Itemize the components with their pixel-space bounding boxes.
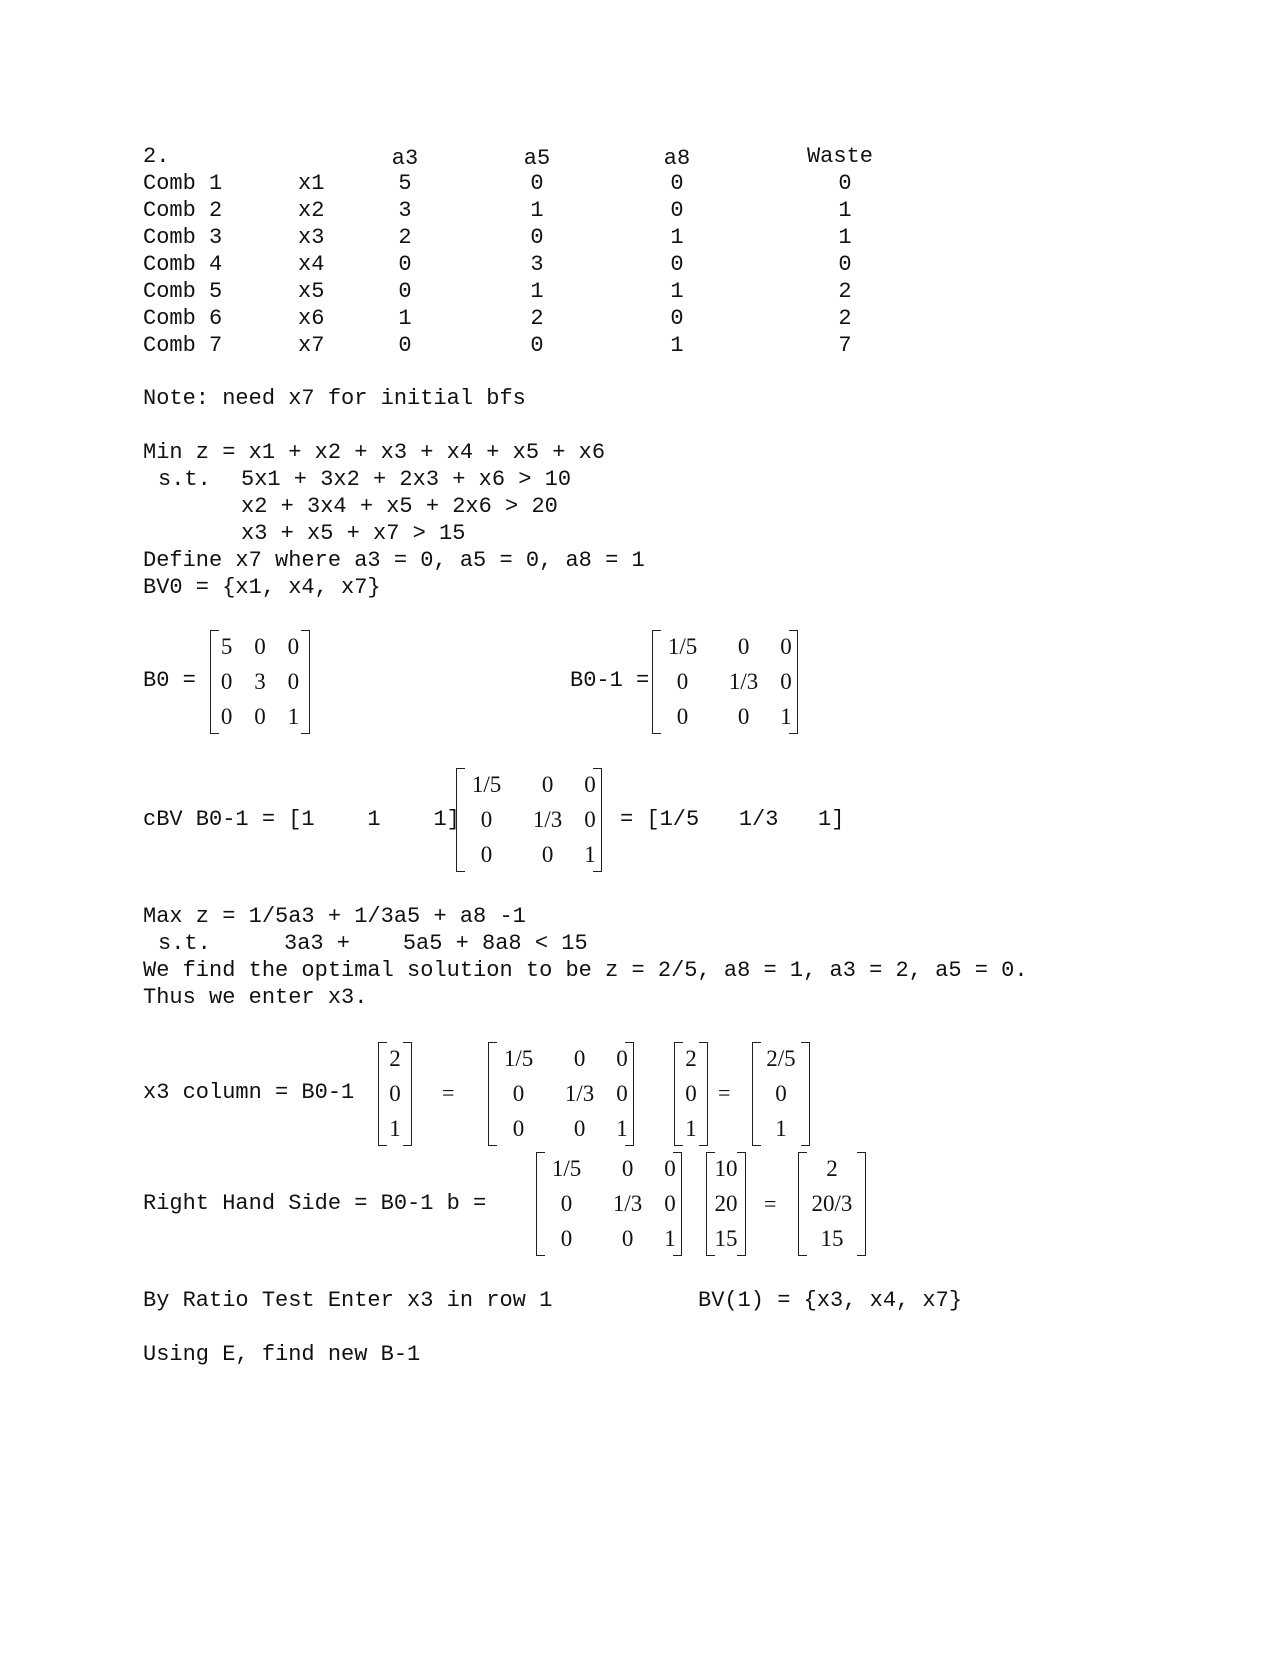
header-waste: Waste xyxy=(806,144,873,169)
header-a5: a5 xyxy=(523,146,551,171)
rhs-matrix-cell: 0 xyxy=(560,1225,573,1251)
rhs-result-cell: 2 xyxy=(826,1156,838,1182)
row-variable: x7 xyxy=(298,333,325,358)
rhs-b-cell: 10 xyxy=(714,1156,738,1182)
row-variable: x4 xyxy=(298,252,325,277)
rhs-matrix-cell: 0 xyxy=(560,1190,573,1216)
row-comb-label: Comb 4 xyxy=(143,252,223,277)
b0-cell: 1 xyxy=(287,703,300,729)
row-variable: x3 xyxy=(298,225,325,250)
constraint-3: x3 + x5 + x7 > 15 xyxy=(241,521,466,546)
row-a3-value: 0 xyxy=(398,252,412,277)
optimal-solution: We find the optimal solution to be z = 2/5, a8 = 1, a3 = 2, a5 = 0. xyxy=(143,958,1028,983)
b0-cell: 0 xyxy=(220,668,233,694)
row-a3-value: 3 xyxy=(398,198,412,223)
x3-column-vector xyxy=(378,1042,412,1146)
rhs-eq: = xyxy=(764,1191,777,1216)
b0-cell: 0 xyxy=(254,703,266,729)
b0inv-cell: 0 xyxy=(780,668,792,694)
x3-matrix-cell: 1/5 xyxy=(503,1046,534,1072)
cbv-cell: 1/5 xyxy=(471,772,502,798)
constraint-2: x2 + 3x4 + x5 + 2x6 > 20 xyxy=(241,494,558,519)
b0-label: B0 = xyxy=(143,668,196,693)
row-waste-value: 1 xyxy=(838,198,852,223)
row-a5-value: 1 xyxy=(530,279,544,304)
row-a3-value: 1 xyxy=(398,306,412,331)
cbv-cell: 0 xyxy=(480,806,493,832)
rhs-matrix-cell: 1/5 xyxy=(551,1156,582,1182)
header-a3: a3 xyxy=(391,146,419,171)
subproblem-constraint: 3a3 + 5a5 + 8a8 < 15 xyxy=(284,931,588,956)
b0inv-cell: 0 xyxy=(676,703,689,729)
row-a5-value: 0 xyxy=(530,333,544,358)
x3-v2-cell: 1 xyxy=(685,1115,697,1141)
rhs-b-cell: 20 xyxy=(714,1190,738,1216)
ratio-test-text: By Ratio Test Enter x3 in row 1 xyxy=(143,1288,553,1313)
cbv-cell: 0 xyxy=(480,841,493,867)
row-waste-value: 7 xyxy=(838,333,852,358)
row-a8-value: 1 xyxy=(670,279,684,304)
b0inv-matrix xyxy=(652,630,798,734)
x3-matrix-cell: 0 xyxy=(573,1046,586,1072)
row-comb-label: Comb 2 xyxy=(143,198,223,223)
rhs-b0inv-matrix xyxy=(536,1152,682,1256)
cbv-cell: 0 xyxy=(584,806,596,832)
rhs-label: Right Hand Side = B0-1 b = xyxy=(143,1191,487,1216)
bv0-set: BV0 = {x1, x4, x7} xyxy=(143,575,381,600)
row-comb-label: Comb 3 xyxy=(143,225,223,250)
x3-v1-cell: 2 xyxy=(389,1046,401,1072)
x3-v1-cell: 1 xyxy=(389,1115,401,1141)
x3-result-cell: 2/5 xyxy=(766,1046,796,1072)
row-a5-value: 2 xyxy=(530,306,544,331)
cbv-cell: 1/3 xyxy=(532,806,563,832)
row-a3-value: 2 xyxy=(398,225,412,250)
x3-v1-cell: 0 xyxy=(389,1080,401,1106)
min-objective: Min z = x1 + x2 + x3 + x4 + x5 + x6 xyxy=(143,440,606,465)
row-variable: x1 xyxy=(298,171,325,196)
x3-v2-cell: 0 xyxy=(685,1080,697,1106)
x3-eq-2: = xyxy=(718,1080,731,1105)
x3-matrix-cell: 0 xyxy=(512,1080,525,1106)
rhs-b-cell: 15 xyxy=(714,1225,738,1251)
x3-result-cell: 1 xyxy=(775,1115,787,1141)
x3-matrix-cell: 1 xyxy=(616,1115,628,1141)
cbv-matrix xyxy=(456,768,602,872)
row-a8-value: 0 xyxy=(670,198,684,223)
x3-eq-1: = xyxy=(442,1080,455,1105)
b0-cell: 0 xyxy=(287,634,300,660)
header-a8: a8 xyxy=(663,146,691,171)
rhs-matrix-cell: 1/3 xyxy=(612,1190,643,1216)
row-a3-value: 5 xyxy=(398,171,412,196)
x3-vector-a xyxy=(674,1042,708,1146)
row-a5-value: 1 xyxy=(530,198,544,223)
row-a8-value: 1 xyxy=(670,225,684,250)
enter-x3: Thus we enter x3. xyxy=(143,985,368,1010)
cbv-label: cBV B0-1 = [1 1 1] xyxy=(143,807,460,832)
row-a5-value: 0 xyxy=(530,225,544,250)
x3-matrix-cell: 1/3 xyxy=(564,1080,595,1106)
x3-matrix-cell: 0 xyxy=(512,1115,525,1141)
x3-result-vector xyxy=(752,1042,810,1146)
problem-number: 2. xyxy=(143,144,170,169)
row-a5-value: 3 xyxy=(530,252,544,277)
final-step-text: Using E, find new B-1 xyxy=(143,1342,421,1367)
row-a5-value: 0 xyxy=(530,171,544,196)
cbv-cell: 0 xyxy=(584,772,596,798)
x3-matrix-cell: 0 xyxy=(616,1080,628,1106)
rhs-result-vector xyxy=(798,1152,866,1256)
row-comb-label: Comb 6 xyxy=(143,306,223,331)
cbv-cell: 0 xyxy=(541,772,554,798)
row-waste-value: 2 xyxy=(838,279,852,304)
row-comb-label: Comb 5 xyxy=(143,279,223,304)
b0inv-cell: 0 xyxy=(676,668,689,694)
row-a3-value: 0 xyxy=(398,333,412,358)
b0inv-cell: 1 xyxy=(780,703,792,729)
row-variable: x6 xyxy=(298,306,325,331)
b0inv-cell: 0 xyxy=(737,634,750,660)
row-waste-value: 0 xyxy=(838,252,852,277)
rhs-b-vector xyxy=(706,1152,746,1256)
x3-matrix-cell: 0 xyxy=(616,1046,628,1072)
row-waste-value: 1 xyxy=(838,225,852,250)
row-waste-value: 0 xyxy=(838,171,852,196)
max-objective: Max z = 1/5a3 + 1/3a5 + a8 -1 xyxy=(143,904,526,929)
b0inv-label: B0-1 = xyxy=(570,668,650,693)
x3-v2-cell: 2 xyxy=(685,1046,697,1072)
rhs-result-cell: 15 xyxy=(820,1225,844,1251)
x3-column-label: x3 column = B0-1 xyxy=(143,1080,355,1105)
row-a8-value: 0 xyxy=(670,306,684,331)
b0inv-cell: 1/5 xyxy=(667,634,698,660)
b0inv-cell: 0 xyxy=(737,703,750,729)
rhs-matrix-cell: 0 xyxy=(621,1156,634,1182)
row-waste-value: 2 xyxy=(838,306,852,331)
row-variable: x5 xyxy=(298,279,325,304)
row-a8-value: 0 xyxy=(670,171,684,196)
b0-cell: 5 xyxy=(220,634,233,660)
row-a8-value: 1 xyxy=(670,333,684,358)
cbv-cell: 0 xyxy=(541,841,554,867)
x3-result-cell: 0 xyxy=(775,1080,787,1106)
rhs-matrix-cell: 1 xyxy=(664,1225,676,1251)
b0-cell: 3 xyxy=(254,668,266,694)
cbv-result: = [1/5 1/3 1] xyxy=(620,807,845,832)
x3-matrix-cell: 0 xyxy=(573,1115,586,1141)
rhs-matrix-cell: 0 xyxy=(664,1156,676,1182)
row-a3-value: 0 xyxy=(398,279,412,304)
subproblem-st: s.t. xyxy=(158,931,211,956)
b0-cell: 0 xyxy=(287,668,300,694)
b0inv-cell: 1/3 xyxy=(728,668,759,694)
b0inv-cell: 0 xyxy=(780,634,792,660)
row-comb-label: Comb 1 xyxy=(143,171,223,196)
bv1-set: BV(1) = {x3, x4, x7} xyxy=(698,1288,963,1313)
rhs-matrix-cell: 0 xyxy=(621,1225,634,1251)
b0-matrix xyxy=(210,630,310,734)
row-variable: x2 xyxy=(298,198,325,223)
st-label: s.t. xyxy=(158,467,211,492)
rhs-result-cell: 20/3 xyxy=(811,1190,853,1216)
row-a8-value: 0 xyxy=(670,252,684,277)
cbv-cell: 1 xyxy=(584,841,596,867)
rhs-matrix-cell: 0 xyxy=(664,1190,676,1216)
constraint-1: 5x1 + 3x2 + 2x3 + x6 > 10 xyxy=(241,467,572,492)
b0-cell: 0 xyxy=(254,634,266,660)
x3-b0inv-matrix xyxy=(488,1042,634,1146)
define-x7: Define x7 where a3 = 0, a5 = 0, a8 = 1 xyxy=(143,548,645,573)
row-comb-label: Comb 7 xyxy=(143,333,223,358)
b0-cell: 0 xyxy=(220,703,233,729)
note-text: Note: need x7 for initial bfs xyxy=(143,386,526,411)
